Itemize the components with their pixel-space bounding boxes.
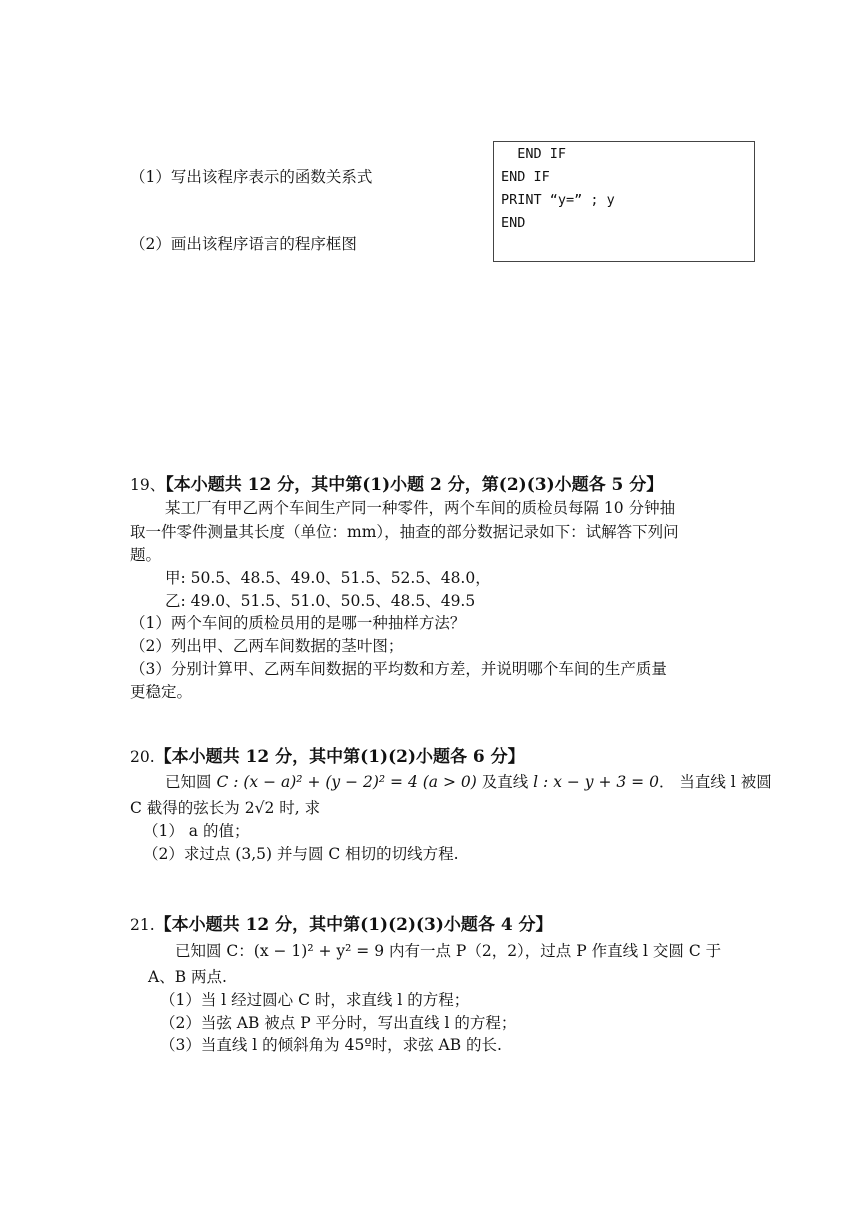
problem-20-line1 xyxy=(165,770,772,792)
problem-number: 20. xyxy=(130,748,155,766)
sub-question: （2）求过点 (3,5) 并与圆 C 相切的切线方程. xyxy=(143,845,459,863)
text: 及直线 xyxy=(476,773,534,791)
line-equation: l : x − y + 3 = 0 xyxy=(533,773,659,791)
data-row-yi: 乙: 49.0、51.5、51.0、50.5、48.5、49.5 xyxy=(165,592,476,610)
circle-equation: C : (x − a)² + (y − 2)² = 4 (a > 0) xyxy=(216,773,477,791)
sub-question: （3）当直线 l 的倾斜角为 45º时，求弦 AB 的长. xyxy=(160,1036,502,1054)
problem-number: 21. xyxy=(130,916,155,934)
problem-19-intro: 题。 xyxy=(130,546,162,564)
sub-question: （2）当弦 AB 被点 P 平分时，写出直线 l 的方程； xyxy=(160,1014,517,1032)
code-line: END IF xyxy=(501,146,567,162)
text: ． 当直线 l 被圆 xyxy=(658,773,772,791)
code-line: END IF xyxy=(501,169,550,185)
problem-header: 【本小题共 12 分，其中第(1)小题 2 分，第(2)(3)小题各 5 分】 xyxy=(165,475,664,495)
problem-19-intro: 取一件零件测量其长度（单位：mm），抽查的部分数据记录如下：试解答下列问 xyxy=(130,523,679,541)
sub-question: （3）分别计算甲、乙两车间数据的平均数和方差，并说明哪个车间的生产质量 xyxy=(130,660,667,678)
text: 已知圆 xyxy=(165,773,212,791)
problem-21-line2: A、B 两点. xyxy=(148,968,227,986)
code-line: PRINT “y=” ; y xyxy=(501,192,615,208)
program-question-1: （1）写出该程序表示的函数关系式 xyxy=(130,168,373,186)
program-code-box xyxy=(493,141,755,262)
problem-19-heading xyxy=(130,470,663,495)
problem-number: 19、 xyxy=(130,476,166,494)
sub-question: 更稳定。 xyxy=(130,683,193,701)
sub-question: （2）列出甲、乙两车间数据的茎叶图； xyxy=(130,637,404,655)
sub-question: （1） a 的值； xyxy=(143,822,250,840)
code-line: END xyxy=(501,215,526,231)
problem-header: 【本小题共 12 分，其中第(1)(2)小题各 6 分】 xyxy=(154,747,525,767)
data-row-jia: 甲: 50.5、48.5、49.0、51.5、52.5、48.0， xyxy=(165,569,491,587)
program-question-2: （2）画出该程序语言的程序框图 xyxy=(130,235,357,253)
problem-21-line1: 已知圆 C：(x − 1)² + y² = 9 内有一点 P（2，2），过点 P 作直线 l 交圆 C 于 xyxy=(175,942,722,960)
sub-question: （1）当 l 经过圆心 C 时，求直线 l 的方程； xyxy=(160,991,470,1009)
problem-20-line2: C 截得的弦长为 2√2 时, 求 xyxy=(130,799,321,817)
problem-header: 【本小题共 12 分，其中第(1)(2)(3)小题各 4 分】 xyxy=(154,915,553,935)
problem-21-heading xyxy=(130,910,553,935)
sub-question: （1）两个车间的质检员用的是哪一种抽样方法？ xyxy=(130,614,466,632)
problem-19-intro: 某工厂有甲乙两个车间生产同一种零件，两个车间的质检员每隔 10 分钟抽 xyxy=(165,499,676,517)
problem-20-heading xyxy=(130,742,525,767)
